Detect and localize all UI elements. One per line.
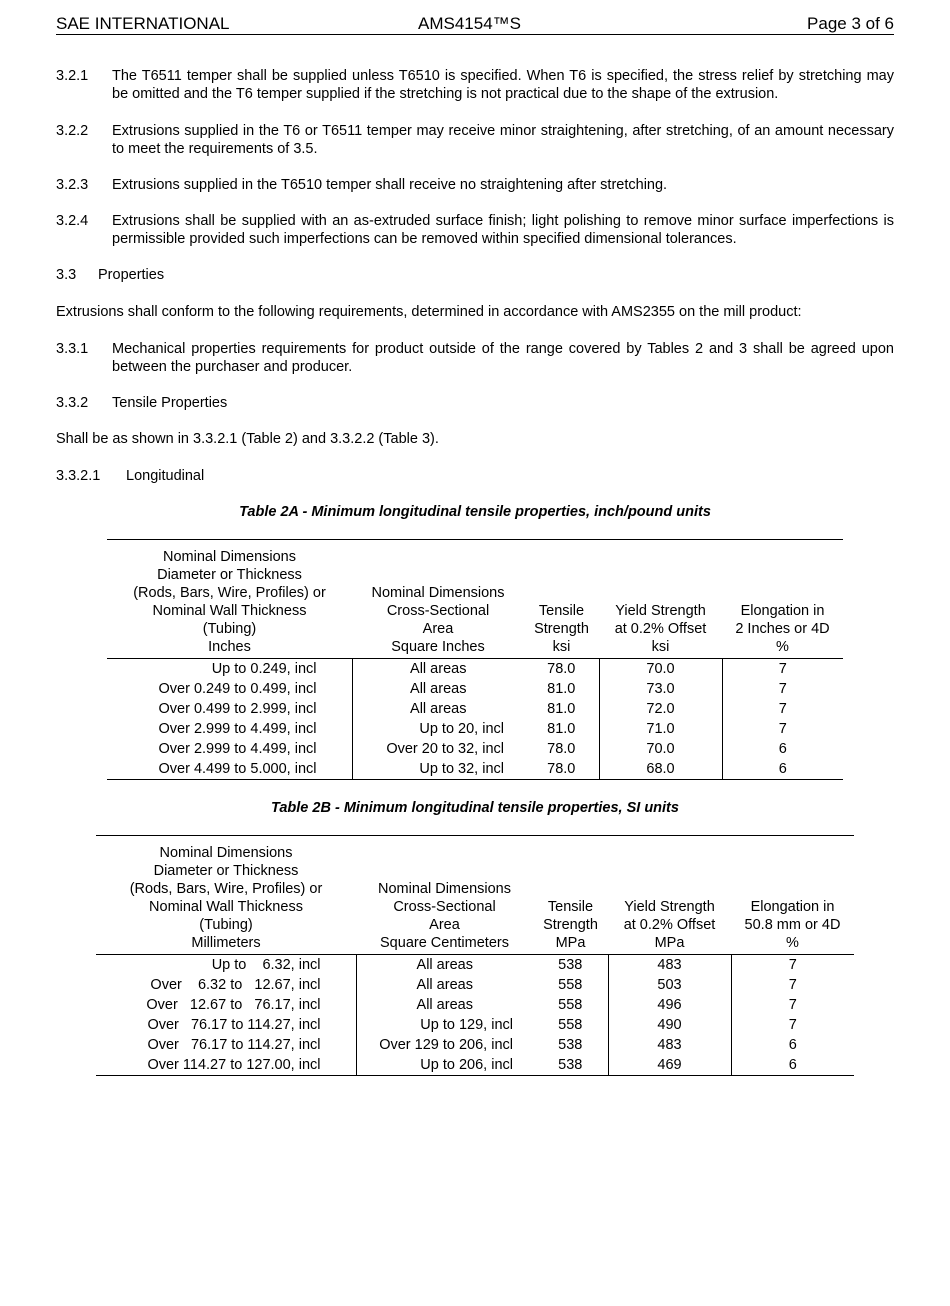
cell-yield: 483: [608, 1035, 731, 1055]
cell-tensile: 81.0: [524, 699, 599, 719]
cell-area: Up to 32, incl: [352, 759, 524, 780]
header-page-number: Page 3 of 6: [807, 14, 894, 33]
cell-tensile: 538: [533, 1035, 608, 1055]
section-3-3-2-intro: Shall be as shown in 3.3.2.1 (Table 2) and 3.3.2.2 (Table 3).: [56, 431, 439, 447]
cell-yield: 503: [608, 975, 731, 995]
header-line: at 0.2% Offset: [623, 917, 716, 933]
cell-elongation: 6: [788, 1037, 797, 1053]
header-line: (Rods, Bars, Wire, Profiles) or: [133, 585, 326, 601]
header-line: Nominal Dimensions: [378, 881, 511, 897]
cell-elongation: 7: [788, 957, 797, 973]
cell-elongation: 6: [778, 741, 787, 757]
cell-tensile: 81.0: [524, 679, 599, 699]
header-line: Yield Strength: [624, 899, 715, 915]
page-header: [56, 14, 894, 35]
section-text: Extrusions supplied in the T6510 temper shall receive no straightening after stretching.: [112, 177, 668, 193]
header-line: Inches: [208, 639, 251, 655]
header-dimensions: [96, 836, 356, 955]
section-number: 3.2.2: [56, 123, 89, 139]
cell-tensile: 78.0: [524, 659, 599, 680]
table-2a: [107, 539, 843, 780]
header-line: Tensile: [547, 899, 594, 915]
header-line: Tensile: [538, 603, 585, 619]
cell-yield: 496: [608, 995, 731, 1015]
header-line: Diameter or Thickness: [153, 863, 299, 879]
cell-elongation: 7: [788, 977, 797, 993]
header-line: (Tubing): [199, 917, 253, 933]
header-line: Cross-Sectional: [386, 603, 490, 619]
header-dimensions: [107, 540, 352, 659]
header-line: %: [786, 935, 799, 951]
cell-tensile: 538: [533, 1055, 608, 1076]
header-line: (Tubing): [202, 621, 257, 637]
header-yield: [599, 540, 722, 659]
table-header-row: [96, 836, 854, 955]
section-3-3-title: Properties: [98, 267, 165, 283]
header-line: Elongation in: [750, 899, 835, 915]
cell-tensile: 558: [533, 1015, 608, 1035]
cell-area: Up to 20, incl: [419, 721, 504, 737]
cell-tensile: 78.0: [524, 759, 599, 780]
table-row: [107, 699, 843, 719]
header-tensile: [524, 540, 599, 659]
section-text: The T6511 temper shall be supplied unless T6510 is specified. When T6 is specified, the stress relief by stretching may be omitted and the T6 temper supplied if the stretching is not practical due to the shape of the extrusion.: [112, 68, 894, 102]
header-line: Nominal Wall Thickness: [152, 603, 307, 619]
cell-tensile: 538: [533, 955, 608, 976]
header-elongation: [731, 836, 854, 955]
header-yield: [608, 836, 731, 955]
header-area: [356, 836, 533, 955]
header-line: MPa: [555, 935, 586, 951]
section-text: Extrusions shall be supplied with an as-extruded surface finish; light polishing to remove minor surface imperfections is permissible provided such imperfections can be removed within specified dimensional tolerances.: [112, 213, 894, 247]
cell-elongation: 7: [778, 681, 787, 697]
cell-yield: 70.0: [599, 739, 722, 759]
header-line: Nominal Wall Thickness: [149, 899, 303, 915]
header-line: Area: [429, 917, 460, 933]
header-line: Yield Strength: [615, 603, 706, 619]
header-line: Diameter or Thickness: [157, 567, 302, 583]
header-line: Area: [422, 621, 454, 637]
section-number: 3.3.1: [56, 341, 89, 357]
header-elongation: [722, 540, 843, 659]
header-line: Nominal Dimensions: [163, 549, 296, 565]
header-doc-number: AMS4154™S: [418, 14, 521, 33]
table-row: [107, 739, 843, 759]
cell-area: All areas: [410, 701, 467, 717]
cell-area: All areas: [410, 661, 467, 677]
header-line: Nominal Dimensions: [159, 845, 293, 861]
table-2a-caption: Table 2A - Minimum longitudinal tensile properties, inch/pound units: [239, 504, 711, 520]
cell-elongation: 7: [788, 997, 797, 1013]
table-row: [96, 1035, 854, 1055]
cell-dimensions: Over 2.999 to 4.499, incl: [107, 739, 352, 759]
cell-elongation: 6: [731, 1055, 854, 1076]
cell-dimensions: Over 114.27 to 127.00, incl: [96, 1055, 356, 1076]
header-line: Strength: [534, 621, 589, 637]
header-line: Millimeters: [191, 935, 261, 951]
cell-yield: 483: [608, 955, 731, 976]
section-3-2-4: [56, 212, 894, 248]
cell-yield: 72.0: [599, 699, 722, 719]
table-2b-caption: Table 2B - Minimum longitudinal tensile properties, SI units: [271, 800, 679, 816]
cell-yield: 73.0: [599, 679, 722, 699]
table-row: [107, 659, 843, 680]
table-row: [96, 1055, 854, 1076]
section-number: 3.2.4: [56, 213, 89, 229]
table-row: [96, 995, 854, 1015]
cell-area: Up to 206, incl: [356, 1055, 533, 1076]
table-row: [107, 719, 843, 739]
header-org: SAE INTERNATIONAL: [56, 14, 230, 33]
section-3-3-2-number: 3.3.2: [56, 395, 89, 411]
cell-area: Over 129 to 206, incl: [379, 1037, 513, 1053]
header-line: %: [776, 639, 789, 655]
header-line: (Rods, Bars, Wire, Profiles) or: [129, 881, 323, 897]
cell-yield: 490: [608, 1015, 731, 1035]
header-line: Nominal Dimensions: [371, 585, 505, 601]
section-3-2-3: [56, 176, 894, 194]
cell-yield: 70.0: [599, 659, 722, 680]
cell-dimensions: Over 4.499 to 5.000, incl: [107, 759, 352, 780]
cell-area: All areas: [416, 957, 473, 973]
header-line: Square Centimeters: [380, 935, 509, 951]
header-line: ksi: [651, 639, 670, 655]
table-row: [96, 955, 854, 976]
section-text: Extrusions supplied in the T6 or T6511 temper may receive minor straightening, after stretching, of an amount necessary to meet the requirements of 3.5.: [112, 123, 894, 157]
cell-elongation: 7: [778, 661, 787, 677]
cell-yield: 469: [608, 1055, 731, 1076]
header-line: MPa: [654, 935, 685, 951]
header-line: Square Inches: [391, 639, 485, 655]
header-line: Elongation in: [740, 603, 825, 619]
table-row: [107, 759, 843, 780]
section-3-3-2-1-title: Longitudinal: [126, 468, 205, 484]
cell-dimensions: Over 2.999 to 4.499, incl: [107, 719, 352, 739]
cell-yield: 68.0: [599, 759, 722, 780]
section-number: 3.2.3: [56, 177, 89, 193]
table-row: [96, 975, 854, 995]
header-line: 2 Inches or 4D: [735, 621, 830, 637]
cell-yield: 71.0: [599, 719, 722, 739]
cell-dimensions: Over 76.17 to 114.27, incl: [96, 1035, 356, 1055]
cell-dimensions: Over 6.32 to 12.67, incl: [96, 975, 356, 995]
cell-area: All areas: [416, 977, 473, 993]
table-2b: [96, 835, 854, 1076]
header-tensile: [533, 836, 608, 955]
cell-area: Up to 129, incl: [420, 1017, 513, 1033]
table-row: [96, 1015, 854, 1035]
cell-dimensions: Over 0.249 to 0.499, incl: [107, 679, 352, 699]
cell-elongation: 7: [788, 1017, 797, 1033]
cell-elongation: 7: [778, 701, 787, 717]
cell-dimensions: Up to 6.32, incl: [96, 955, 356, 976]
section-number: 3.2.1: [56, 68, 89, 84]
section-3-3-2-title: Tensile Properties: [112, 395, 228, 411]
header-area: [352, 540, 524, 659]
section-3-3-1: [56, 340, 894, 376]
cell-dimensions: Over 12.67 to 76.17, incl: [96, 995, 356, 1015]
cell-tensile: 558: [533, 995, 608, 1015]
header-line: Cross-Sectional: [393, 899, 496, 915]
table-header-row: [107, 540, 843, 659]
header-line: 50.8 mm or 4D: [744, 917, 841, 933]
cell-area: Over 20 to 32, incl: [386, 741, 504, 757]
header-line: ksi: [552, 639, 571, 655]
section-3-2-2: [56, 122, 894, 158]
cell-dimensions: Over 0.499 to 2.999, incl: [107, 699, 352, 719]
section-3-2-1: [56, 67, 894, 103]
cell-dimensions: Over 76.17 to 114.27, incl: [96, 1015, 356, 1035]
table-row: [107, 679, 843, 699]
cell-tensile: 78.0: [524, 739, 599, 759]
cell-dimensions: Up to 0.249, incl: [107, 659, 352, 680]
header-line: at 0.2% Offset: [614, 621, 707, 637]
cell-area: All areas: [410, 681, 467, 697]
section-3-3-intro: Extrusions shall conform to the following requirements, determined in accordance with AMS2355 on the mill product:: [56, 304, 802, 320]
header-line: Strength: [543, 917, 598, 933]
cell-elongation: 7: [778, 721, 787, 737]
cell-elongation: 6: [722, 759, 843, 780]
section-text: Mechanical properties requirements for product outside of the range covered by Tables 2 and 3 shall be agreed upon between the purchaser and producer.: [112, 341, 894, 375]
cell-tensile: 81.0: [524, 719, 599, 739]
cell-area: All areas: [416, 997, 473, 1013]
cell-tensile: 558: [533, 975, 608, 995]
section-3-3-2-1-number: 3.3.2.1: [56, 468, 101, 484]
section-3-3-number: 3.3: [56, 267, 77, 283]
